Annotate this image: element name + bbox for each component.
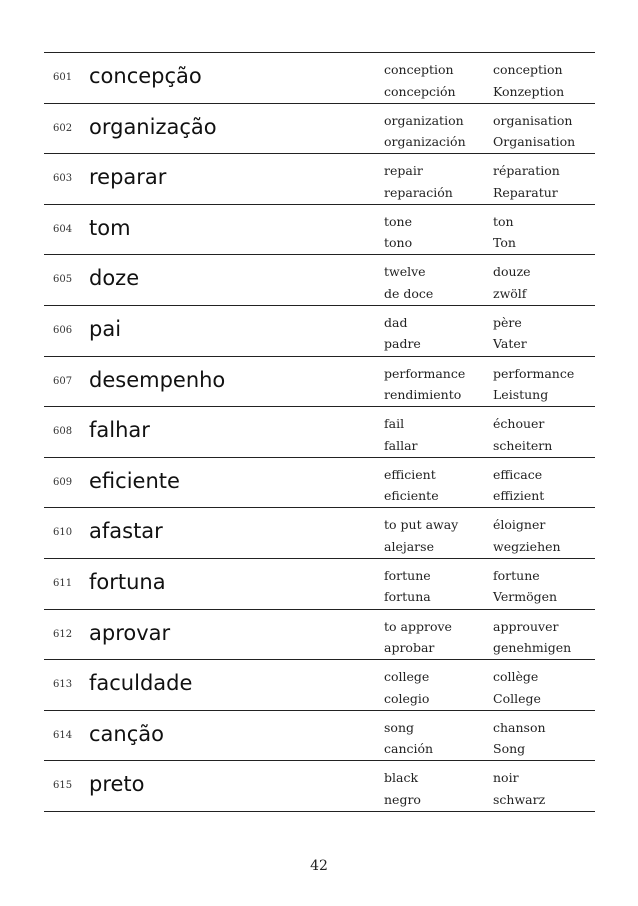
spanish-translation: colegio [384, 690, 430, 706]
table-row [44, 407, 595, 458]
english-spanish-translations [384, 514, 458, 557]
entry-number: 603 [53, 173, 73, 185]
german-translation: schwarz [493, 791, 546, 807]
portuguese-word: pai [89, 316, 122, 341]
spanish-translation: padre [384, 336, 421, 352]
french-german-translations [493, 312, 527, 355]
french-translation: performance [493, 365, 575, 381]
french-translation: approuver [493, 618, 559, 634]
english-spanish-translations [384, 767, 421, 810]
table-row [44, 104, 595, 155]
english-spanish-translations [384, 413, 418, 456]
table-row [44, 761, 595, 812]
english-spanish-translations [384, 616, 452, 659]
english-translation: organization [384, 112, 464, 128]
entry-number: 610 [53, 527, 73, 539]
entry-number: 611 [53, 577, 73, 589]
english-spanish-translations [384, 261, 433, 304]
spanish-translation: de doce [384, 285, 434, 301]
spanish-translation: canción [384, 741, 434, 757]
table-row [44, 458, 595, 509]
spanish-translation: reparación [384, 184, 453, 200]
english-spanish-translations [384, 464, 439, 507]
english-spanish-translations [384, 211, 412, 254]
german-translation: wegziehen [493, 538, 561, 554]
portuguese-word: eficiente [89, 468, 180, 493]
spanish-translation: alejarse [384, 538, 434, 554]
portuguese-word: faculdade [89, 671, 193, 696]
french-translation: noir [493, 770, 519, 786]
english-translation: to approve [384, 618, 452, 634]
entry-number: 604 [53, 223, 73, 235]
page-number: 42 [310, 858, 328, 874]
french-german-translations [493, 363, 574, 406]
english-translation: song [384, 719, 414, 735]
entry-number: 608 [53, 426, 73, 438]
french-german-translations [493, 666, 541, 709]
spanish-translation: rendimiento [384, 387, 462, 403]
french-translation: collège [493, 669, 539, 685]
german-translation: scheitern [493, 437, 553, 453]
french-german-translations [493, 211, 516, 254]
german-translation: Organisation [493, 134, 576, 150]
german-translation: Konzeption [493, 83, 565, 99]
table-row [44, 357, 595, 408]
english-translation: dad [384, 314, 408, 330]
english-translation: twelve [384, 264, 426, 280]
french-german-translations [493, 514, 561, 557]
spanish-translation: eficiente [384, 488, 439, 504]
table-row [44, 559, 595, 610]
table-row [44, 255, 595, 306]
french-translation: efficace [493, 466, 543, 482]
table-row [44, 508, 595, 559]
spanish-translation: fallar [384, 437, 418, 453]
english-spanish-translations [384, 717, 433, 760]
english-spanish-translations [384, 160, 453, 203]
entry-number: 613 [53, 679, 73, 691]
german-translation: effizient [493, 488, 545, 504]
entry-number: 612 [53, 628, 73, 640]
spanish-translation: organización [384, 134, 466, 150]
portuguese-word: desempenho [89, 367, 226, 392]
german-translation: Vater [493, 336, 527, 352]
entry-number: 615 [53, 780, 73, 792]
portuguese-word: canção [89, 721, 164, 746]
spanish-translation: negro [384, 791, 421, 807]
english-translation: college [384, 669, 430, 685]
english-translation: to put away [384, 517, 459, 533]
entry-number: 601 [53, 72, 73, 83]
french-translation: organisation [493, 112, 573, 128]
portuguese-word: doze [89, 266, 140, 291]
german-translation: Vermögen [493, 589, 558, 605]
french-german-translations [493, 160, 560, 203]
french-translation: réparation [493, 163, 560, 179]
table-row [44, 660, 595, 711]
english-translation: performance [384, 365, 466, 381]
portuguese-word: afastar [89, 519, 163, 544]
portuguese-word: aprovar [89, 620, 171, 645]
french-german-translations [493, 413, 552, 456]
french-translation: ton [493, 213, 514, 229]
english-spanish-translations [384, 110, 466, 153]
french-translation: chanson [493, 719, 546, 735]
french-translation: douze [493, 264, 531, 280]
table-row [44, 154, 595, 205]
spanish-translation: fortuna [384, 589, 431, 605]
entry-number: 606 [53, 324, 73, 336]
entry-number: 614 [53, 729, 73, 741]
english-translation: tone [384, 213, 412, 229]
french-german-translations [493, 261, 531, 304]
german-translation: Reparatur [493, 184, 558, 200]
spanish-translation: concepción [384, 83, 456, 99]
german-translation: Ton [493, 235, 516, 251]
portuguese-word: tom [89, 215, 131, 240]
english-spanish-translations [384, 59, 456, 102]
french-translation: échouer [493, 416, 545, 432]
german-translation: Leistung [493, 387, 549, 403]
french-translation: conception [493, 62, 563, 77]
french-translation: fortune [493, 567, 540, 583]
english-spanish-translations [384, 565, 431, 608]
german-translation: zwölf [493, 285, 527, 301]
english-translation: conception [384, 62, 454, 77]
english-spanish-translations [384, 666, 429, 709]
french-german-translations [493, 565, 557, 608]
table-row [44, 205, 595, 256]
english-translation: efficient [384, 466, 436, 482]
german-translation: genehmigen [493, 640, 572, 656]
table-row [44, 610, 595, 661]
spanish-translation: aprobar [384, 640, 435, 656]
portuguese-word: reparar [89, 165, 167, 190]
vocabulary-table [44, 52, 595, 812]
french-german-translations [493, 464, 544, 507]
entry-number: 602 [53, 122, 73, 134]
german-translation: College [493, 690, 541, 706]
portuguese-word: fortuna [89, 569, 166, 594]
english-spanish-translations [384, 363, 465, 406]
english-translation: black [384, 770, 419, 786]
table-row [44, 53, 595, 104]
french-german-translations [493, 767, 545, 810]
portuguese-word: falhar [89, 418, 150, 443]
french-translation: éloigner [493, 517, 546, 533]
french-german-translations [493, 616, 571, 659]
entry-number: 607 [53, 375, 73, 387]
table-row [44, 711, 595, 762]
french-german-translations [493, 717, 546, 760]
entry-number: 609 [53, 476, 73, 488]
english-translation: fail [384, 416, 405, 432]
entry-number: 605 [53, 274, 73, 286]
portuguese-word: preto [89, 772, 145, 797]
french-german-translations [493, 59, 564, 102]
english-translation: repair [384, 163, 423, 179]
portuguese-word: concepção [89, 64, 202, 88]
french-german-translations [493, 110, 575, 153]
table-row [44, 306, 595, 357]
english-translation: fortune [384, 567, 431, 583]
french-translation: père [493, 314, 522, 330]
german-translation: Song [493, 741, 526, 757]
spanish-translation: tono [384, 235, 413, 251]
english-spanish-translations [384, 312, 421, 355]
portuguese-word: organização [89, 114, 217, 139]
